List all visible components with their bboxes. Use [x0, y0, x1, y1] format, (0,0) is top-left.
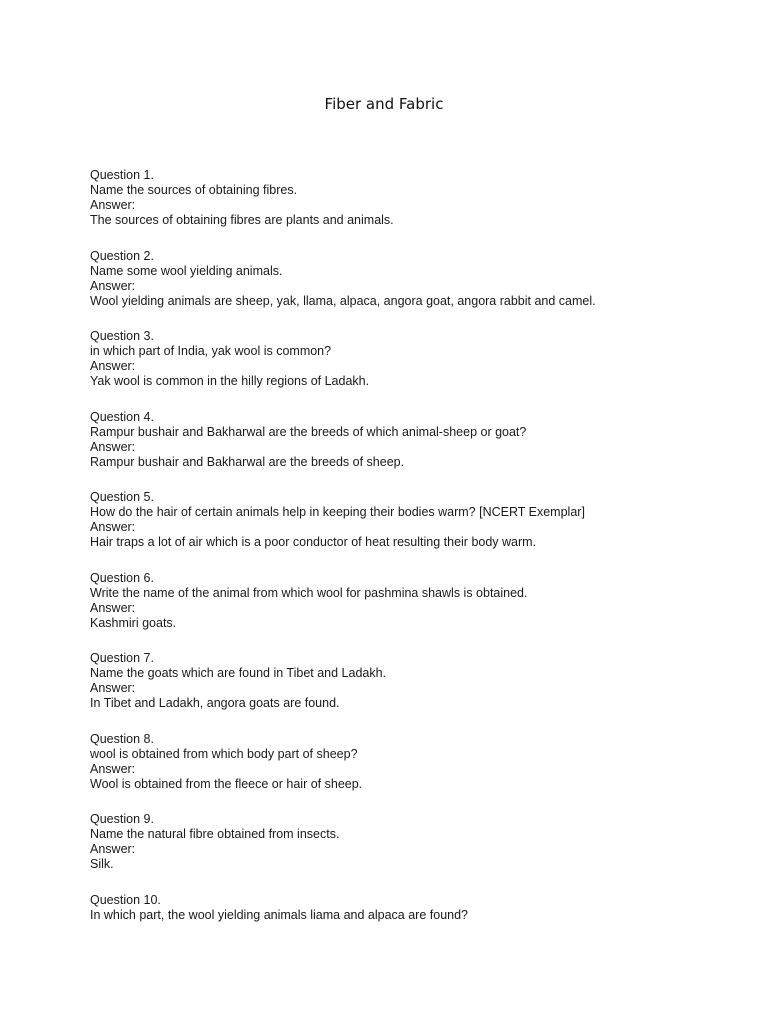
question-text: Name the goats which are found in Tibet and Ladakh. — [90, 666, 387, 680]
question-label: Question 3. — [90, 329, 154, 343]
question-label: Question 4. — [90, 409, 154, 424]
question-block — [90, 490, 750, 571]
question-label: Question 6. — [90, 570, 154, 585]
answer-text: Silk. — [90, 857, 114, 871]
question-block — [90, 732, 750, 813]
question-block — [90, 249, 750, 330]
answer-label: Answer: — [90, 520, 136, 534]
question-text: Name some wool yielding animals. — [90, 263, 283, 278]
answer-text: Yak wool is common in the hilly regions of Ladakh. — [90, 374, 370, 388]
answer-label: Answer: — [90, 761, 136, 776]
answer-text: The sources of obtaining fibres are plants and animals. — [90, 213, 394, 227]
question-label: Question 7. — [90, 651, 154, 665]
question-label: Question 1. — [90, 168, 154, 182]
answer-text: Rampur bushair and Bakharwal are the breeds of sheep. — [90, 454, 405, 469]
question-block — [90, 571, 750, 652]
document-title: Fiber and Fabric — [324, 95, 444, 113]
question-block — [90, 651, 750, 732]
answer-label: Answer: — [90, 359, 136, 373]
question-block — [90, 812, 750, 893]
question-block — [90, 329, 750, 410]
question-text: Write the name of the animal from which wool for pashmina shawls is obtained. — [90, 585, 528, 600]
answer-label: Answer: — [90, 439, 136, 454]
question-label: Question 2. — [90, 248, 154, 263]
question-list — [90, 168, 750, 973]
question-text: Name the natural fibre obtained from insects. — [90, 827, 340, 841]
question-text: Name the sources of obtaining fibres. — [90, 183, 298, 197]
question-block — [90, 893, 750, 974]
question-block — [90, 168, 750, 249]
question-text: in which part of India, yak wool is common? — [90, 344, 332, 358]
answer-label: Answer: — [90, 278, 136, 293]
question-text: How do the hair of certain animals help in keeping their bodies warm? [NCERT Exemplar] — [90, 505, 585, 519]
answer-text: Hair traps a lot of air which is a poor conductor of heat resulting their body warm. — [90, 535, 537, 549]
question-text: In which part, the wool yielding animals liama and alpaca are found? — [90, 907, 469, 922]
answer-text: Wool is obtained from the fleece or hair of sheep. — [90, 776, 363, 791]
question-text: wool is obtained from which body part of sheep? — [90, 746, 358, 761]
question-block — [90, 410, 750, 491]
answer-text: Kashmiri goats. — [90, 615, 177, 630]
answer-text: In Tibet and Ladakh, angora goats are found. — [90, 696, 340, 710]
question-text: Rampur bushair and Bakharwal are the breeds of which animal-sheep or goat? — [90, 424, 527, 439]
answer-text: Wool yielding animals are sheep, yak, llama, alpaca, angora goat, angora rabbit and camel. — [90, 293, 596, 308]
answer-label: Answer: — [90, 681, 136, 695]
question-label: Question 10. — [90, 892, 161, 907]
answer-label: Answer: — [90, 198, 136, 212]
question-label: Question 9. — [90, 812, 154, 826]
question-label: Question 5. — [90, 490, 154, 504]
answer-label: Answer: — [90, 842, 136, 856]
question-label: Question 8. — [90, 731, 154, 746]
answer-label: Answer: — [90, 600, 136, 615]
